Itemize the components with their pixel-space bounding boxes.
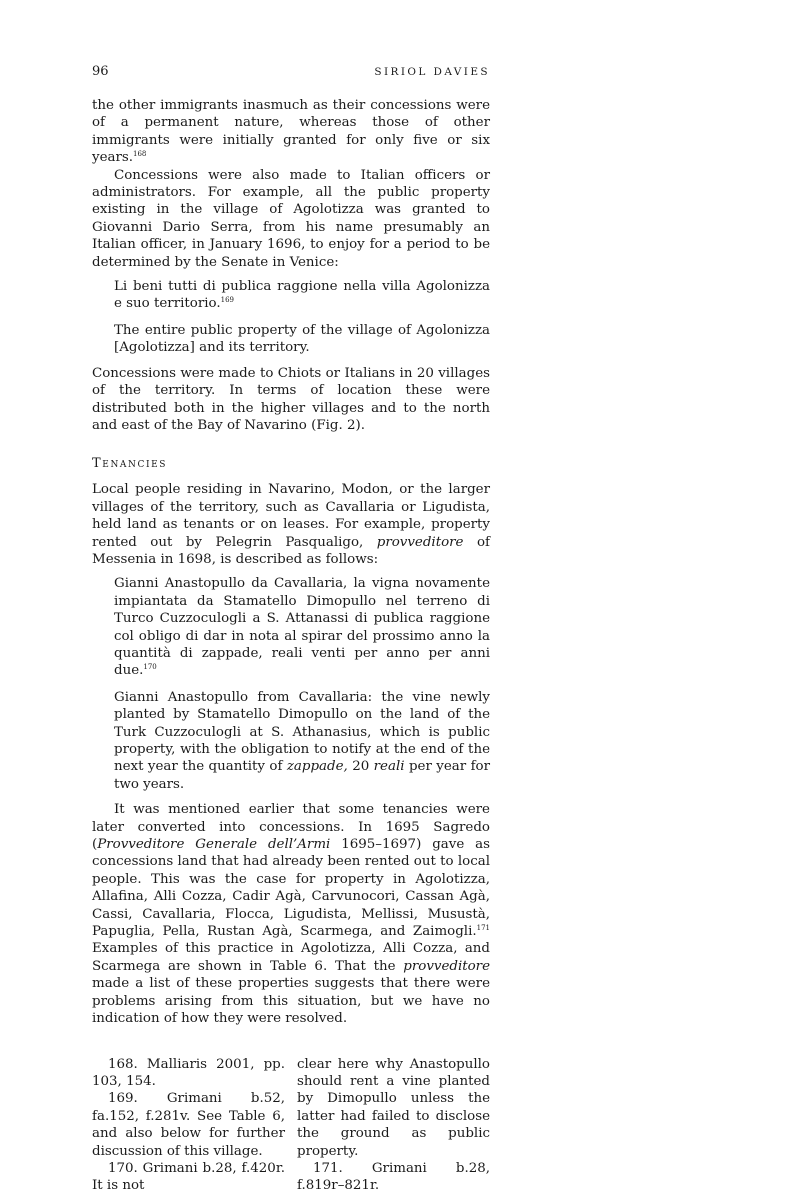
page-content [92,64,490,1195]
section-heading-tenancies: Tenancies [92,456,168,472]
footnote-170-continued: clear here why Anastopullo should rent a vine planted by Dimopullo unless the latter had failed to disclose the ground as public property. [297,1056,490,1159]
block-quote-italian-2: Gianni Anastopullo da Cavallaria, la vigna novamente impiantata da Stamatello Dimopullo nel terreno di Turco Cuzzoculogli a S. Attanassi di publica raggione col obligo di dar in nota al spirar del prossimo anno la quantità di zappade, reali venti per anno per anni due.$^{170}$ [114,576,490,679]
paragraph-4: Local people residing in Navarino, Modon, or the larger villages of the territory, such as Cavallaria or Ligudista, held land as tenants or on leases. For example, property rented out by Pelegrin Pasqualigo, provveditore of Messenia in 1698, is described as follows: [92,482,490,567]
footnotes [92,1056,490,1195]
paragraph-5: It was mentioned earlier that some tenancies were later converted into concessions. In 1695 Sagredo (Provveditore Generale dell’Armi 1695–1697) gave as concessions land that had already been rented out to local people. This was the case for property in Agolotizza, Allafina, Alli Cozza, Cadir Agà, Carvunocori, Cassan Agà, Cassi, Cavallaria, Flocca, Ligudista, Mellissi, Musustà, Papuglia, Pella, Rustan Agà, Scarmega, and Zaimogli.$^{171}$ Examples of this practice in Agolotizza, Alli Cozza, and Scarmega are shown in Table 6. That the provveditore made a list of these properties suggests that there were problems arising from this situation, but we have no indication of how they were resolved. [92,802,491,1027]
block-quote-translation-1: The entire public property of the village of Agolonizza [Agolotizza] and its territory. [114,322,490,356]
block-quote-italian-1: Li beni tutti di publica raggione nella villa Agolonizza e suo territorio.$^{169}$ [114,279,490,312]
running-author: SIRIOL DAVIES [374,66,490,78]
footnotes-column-right [297,1056,490,1195]
footnote-ref-170: 170 [143,663,157,672]
footnote-169: 169. Grimani b.52, fa.152, f.281v. See Table 6, and also below for further discussion of this village. [92,1091,285,1159]
footnote-170-start: 170. Grimani b.28, f.420r. It is not [92,1160,285,1194]
paragraph-1: the other immigrants inasmuch as their concessions were of a permanent nature, whereas those of other immigrants were initially granted for only five or six years.$^{168}$ [92,98,490,166]
footnote-168: 168. Malliaris 2001, pp. 103, 154. [92,1056,285,1089]
footnotes-column-left [92,1056,285,1195]
footnote-ref-168: 168 [133,150,147,159]
footnote-171: 171. Grimani b.28, f.819r–821r. [297,1160,490,1194]
page-number: 96 [92,64,109,79]
running-header [92,64,490,79]
footnote-ref-171: 171 [476,924,490,933]
block-quote-translation-2: Gianni Anastopullo from Cavallaria: the vine newly planted by Stamatello Dimopullo on the land of the Turk Cuzzoculogli at S. Athanasius, which is public property, with the obligation to notify at the end of the next year the quantity of zappade, 20 reali per year for two years. [114,689,490,792]
paragraph-2: Concessions were also made to Italian officers or administrators. For example, all the public property existing in the village of Agolotizza was granted to Giovanni Dario Serra, from his name presumably an Italian officer, in January 1696, to enjoy for a period to be determined by the Senate in Venice: [92,167,490,270]
footnote-ref-169: 169 [220,296,234,305]
paragraph-3: Concessions were made to Chiots or Italians in 20 villages of the territory. In terms of location these were distributed both in the higher villages and to the north and east of the Bay of Navarino (Fig. 2). [92,365,490,433]
